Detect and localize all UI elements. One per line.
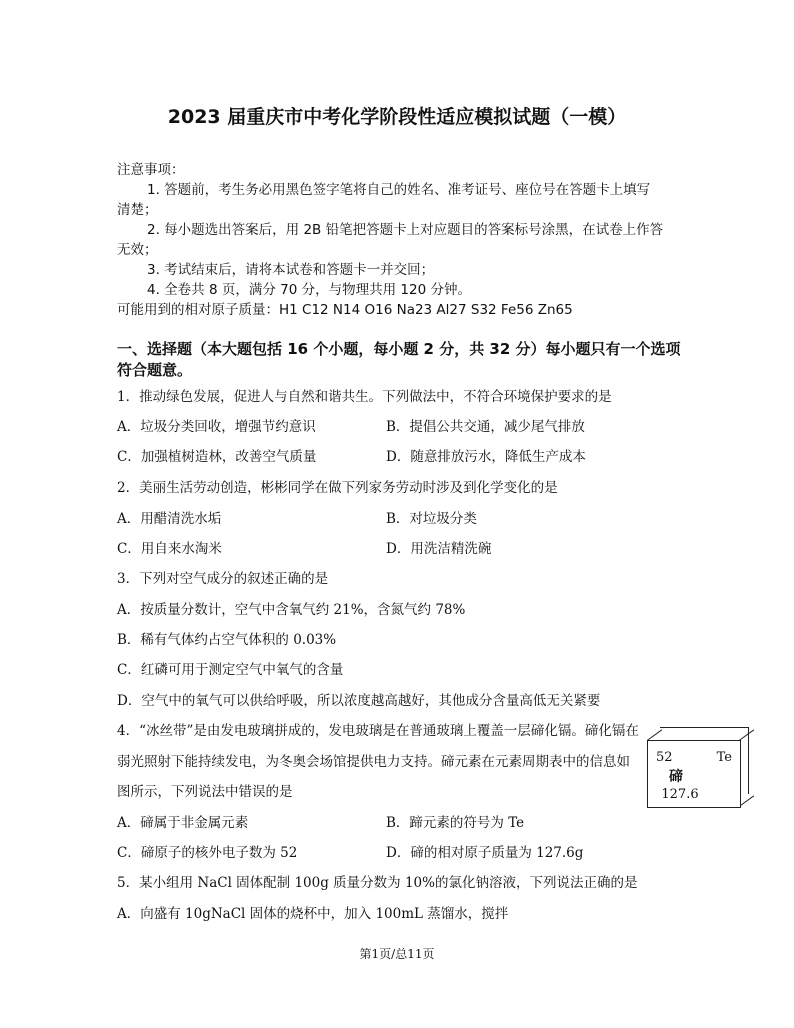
q1-option-b: B．提倡公共交通，减少尾气排放 bbox=[386, 419, 585, 435]
q4-option-b: B．蹄元素的符号为 Te bbox=[386, 815, 525, 831]
page-title: 2023 届重庆市中考化学阶段性适应模拟试题（一模） bbox=[167, 106, 627, 128]
q1-option-a: A．垃圾分类回收，增强节约意识 bbox=[117, 419, 316, 435]
element-cell bbox=[647, 740, 741, 808]
section-heading-line-2: 符合题意。 bbox=[117, 361, 193, 379]
notes-line-1b: 清楚； bbox=[117, 202, 158, 218]
notes-line-2b: 无效； bbox=[117, 242, 158, 258]
q4-stem-line-2: 弱光照射下能持续发电，为冬奥会场馆提供电力支持。碲元素在元素周期表中的信息如 bbox=[117, 754, 630, 770]
q5-option-a: A．向盛有 10gNaCl 固体的烧杯中，加入 100mL 蒸馏水，搅拌 bbox=[117, 906, 509, 922]
q2-stem: 2．美丽生活劳动创造，彬彬同学在做下列家务劳动时涉及到化学变化的是 bbox=[117, 480, 558, 496]
q5-stem: 5．某小组用 NaCl 固体配制 100g 质量分数为 10%的氯化钠溶液，下列说法正确的是 bbox=[117, 875, 638, 891]
q4-option-c: C．碲原子的核外电子数为 52 bbox=[117, 845, 298, 861]
element-symbol: Te bbox=[716, 750, 732, 765]
q3-option-c: C．红磷可用于测定空气中氧气的含量 bbox=[117, 662, 344, 678]
notes-line-4: 4. 全卷共 8 页，满分 70 分，与物理共用 120 分钟。 bbox=[147, 282, 471, 298]
notes-heading: 注意事项： bbox=[117, 162, 185, 178]
q1-option-d: D．随意排放污水，降低生产成本 bbox=[386, 449, 586, 465]
atomic-number: 52 bbox=[656, 750, 673, 765]
q2-option-c: C．用自来水淘米 bbox=[117, 541, 222, 557]
atomic-mass: 127.6 bbox=[661, 787, 699, 802]
element-cell-edge-bottom-right bbox=[739, 795, 754, 806]
q4-stem-line-3: 图所示，下列说法中错误的是 bbox=[117, 784, 293, 800]
element-name: 碲 bbox=[669, 769, 683, 785]
q4-stem-line-1: 4．“冰丝带”是由发电玻璃拼成的，发电玻璃是在普通玻璃上覆盖一层碲化镉。碲化镉在 bbox=[117, 723, 639, 739]
notes-line-3: 3. 考试结束后，请将本试卷和答题卡一并交回； bbox=[147, 262, 435, 278]
q2-option-a: A．用醋清洗水垢 bbox=[117, 511, 222, 527]
q2-option-d: D．用洗洁精洗碗 bbox=[386, 541, 492, 557]
q3-option-a: A．按质量分数计，空气中含氧气约 21%，含氮气约 78% bbox=[117, 602, 466, 618]
q4-option-a: A．碲属于非金属元素 bbox=[117, 815, 249, 831]
q2-option-b: B．对垃圾分类 bbox=[386, 511, 477, 527]
notes-line-2: 2. 每小题选出答案后，用 2B 铅笔把答题卡上对应题目的答案标号涂黑，在试卷上作答 bbox=[147, 222, 664, 238]
page-footer: 第1页/总11页 bbox=[359, 947, 435, 961]
q4-option-d: D．碲的相对原子质量为 127.6g bbox=[386, 845, 584, 861]
q1-stem: 1．推动绿色发展，促进人与自然和谐共生。下列做法中，不符合环境保护要求的是 bbox=[117, 389, 612, 405]
q3-option-d: D．空气中的氧气可以供给呼吸，所以浓度越高越好，其他成分含量高低无关紧要 bbox=[117, 693, 601, 709]
atomic-masses: 可能用到的相对原子质量：H1 C12 N14 O16 Na23 Al27 S32 Fe56 Zn65 bbox=[117, 302, 573, 318]
q3-stem: 3．下列对空气成分的叙述正确的是 bbox=[117, 571, 329, 587]
q3-option-b: B．稀有气体约占空气体积的 0.03% bbox=[117, 632, 337, 648]
notes-line-1: 1. 答题前，考生务必用黑色签字笔将自己的姓名、准考证号、座位号在答题卡上填写 bbox=[147, 182, 651, 198]
q1-option-c: C．加强植树造林，改善空气质量 bbox=[117, 449, 317, 465]
section-heading-line-1: 一、选择题（本大题包括 16 个小题，每小题 2 分，共 32 分）每小题只有一个选项 bbox=[117, 340, 681, 358]
